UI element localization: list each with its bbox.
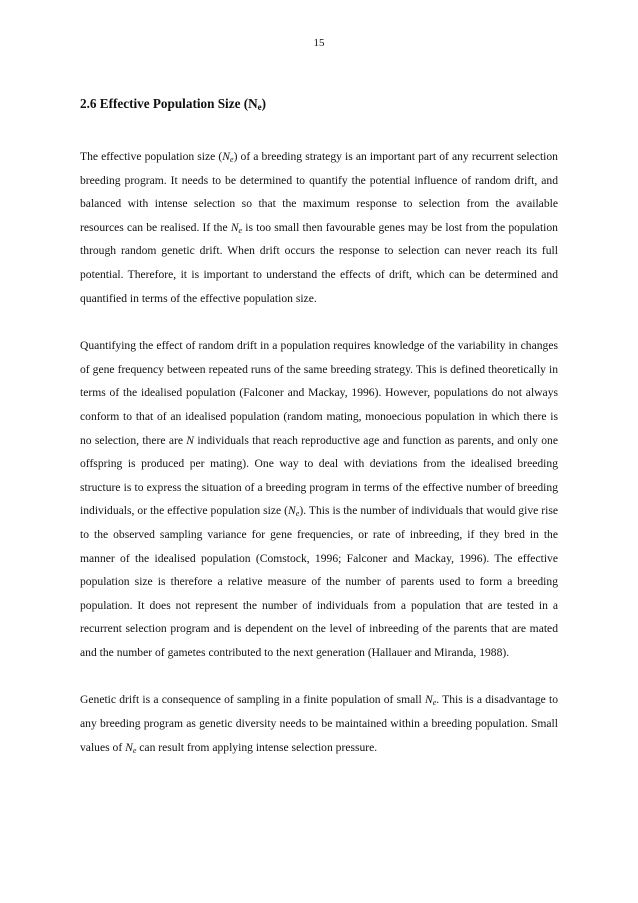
ne-symbol: $N_e$ (230, 220, 243, 235)
p3-text-c: can result from applying intense selection pressure. (136, 740, 378, 754)
p2-text-a: Quantifying the effect of random drift in a population requires knowledge of the variability in changes of gene frequency between repeated runs of the same breeding strategy. This is defined theoretically in terms of the idealised population (Falconer and Mackay, 1996). However, populations do not always conform to that of an idealised population (random mating, monoecious population in which there is no selection, there are (80, 339, 558, 447)
document-body (80, 92, 558, 759)
ne-symbol: $N_e$ (424, 693, 437, 708)
ne-symbol: $N_e$ (125, 740, 137, 755)
section-heading-close: ) (261, 96, 267, 111)
p3-text-b: . This is a disadvantage to any breeding program as genetic diversity needs to be maintained within a breeding population. Small values of (80, 693, 558, 754)
page-number: 15 (313, 37, 325, 49)
p2-text-c: ). This is the number of individuals that would give rise to the observed sampling variance for gene frequencies, or rate of inbreeding, if they bred in the manner of the idealised population (Comstock, 1996; Falconer and Mackay, 1996). The effective population size is therefore a relative measure of the number of parents used to form a breeding population. It does not represent the number of individuals from a population that are tested in a recurrent selection program and is dependent on the level of inbreeding of the parents that are mated and the number of gametes contributed to the next generation (Hallauer and Miranda, 1988). (80, 504, 558, 659)
p2-text-b: individuals that reach reproductive age and function as parents, and only one offspring is produced per mating). One way to deal with deviations from the idealised breeding structure is to express the situation of a breeding program in terms of the effective number of breeding individuals, or the effective population size ( (80, 433, 558, 518)
p1-text-b: ) of a breeding strategy is an important part of any recurrent selection breeding program. It needs to be determined to quantify the potential influence of random drift, and balanced with intense selection so that the maximum response to selection from the available resources can be realised. If the (80, 150, 558, 234)
ne-symbol: $N_e$ (288, 504, 300, 519)
paragraph-2 (80, 334, 558, 664)
section-heading-text: 2.6 Effective Population Size (N (80, 96, 258, 111)
section-heading-subscript: e (257, 102, 262, 112)
paragraph-1 (80, 145, 558, 310)
section-heading (80, 92, 558, 119)
p3-text-a: Genetic drift is a consequence of sampling in a finite population of small (80, 693, 425, 707)
ne-symbol: $N_e$ (222, 150, 234, 164)
p1-text-c: is too small then favourable genes may be lost from the population through random genetic drift. When drift occurs the response to selection can never reach its full potential. Therefore, it is important to understand the effects of drift, which can be determined and quantified in terms of the effective population size. (80, 220, 558, 305)
n-symbol: N (186, 433, 195, 447)
p1-text-a: The effective population size ( (80, 150, 223, 163)
paragraph-3 (80, 688, 558, 759)
